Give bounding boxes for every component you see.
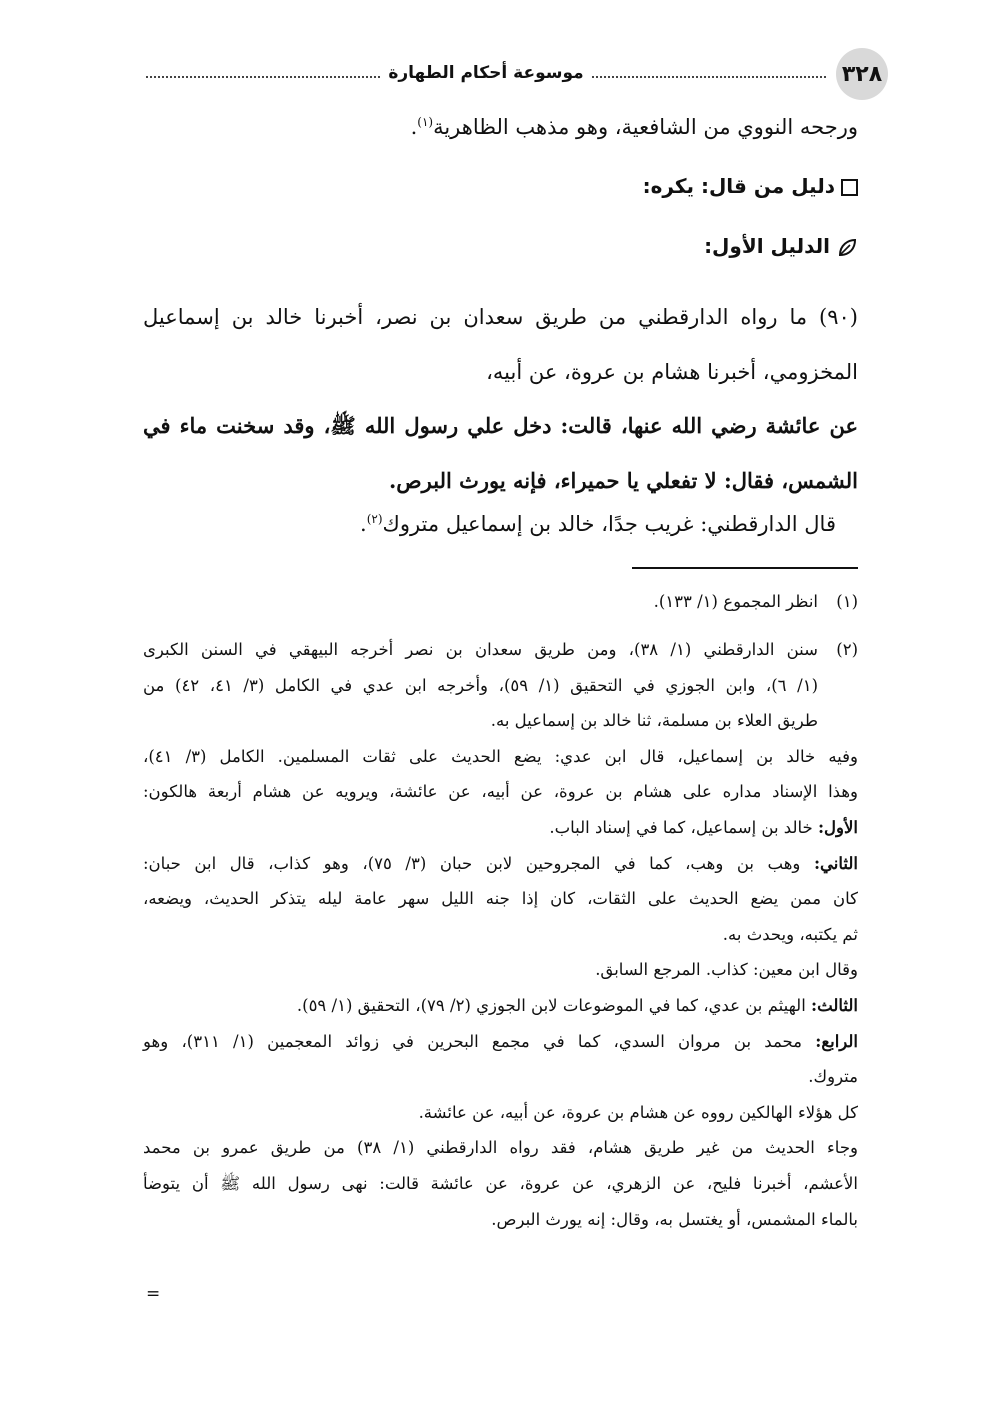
- footnote-text: الهيثم بن عدي، كما في الموضوعات لابن الجوزي (٢/ ٧٩)، التحقيق (١/ ٥٩).: [296, 995, 812, 1015]
- continued-mark: =: [146, 1284, 161, 1304]
- footnote-line: بالماء المشمس، أو يغتسل به، وقال: إنه يورث البرص.: [491, 1209, 858, 1229]
- footnote-line: [143, 846, 858, 882]
- text-line: الشمس، فقال: لا تفعلي يا حميراء، فإنه يورث البرص.: [388, 468, 858, 493]
- text-line: عن عائشة رضي الله عنها، قالت: دخل علي رسول الله ﷺ، وقد سخنت ماء في: [143, 413, 858, 438]
- section-heading-text: دليل من قال: يكره:: [642, 174, 835, 198]
- text-line: (٩٠) ما رواه الدارقطني من طريق سعدان بن نصر، أخبرنا خالد بن إسماعيل: [143, 305, 858, 329]
- page-number: ٣٢٨: [836, 48, 888, 100]
- text-period: .: [410, 115, 418, 139]
- header-dots-right: [592, 76, 826, 78]
- footnote-text: محمد بن مروان السدي، كما في مجمع البحرين في زوائد المعجمين (١/ ٣١١)، وهو: [143, 1031, 816, 1051]
- footnote-1: [143, 592, 858, 612]
- footnote-ref-2[interactable]: (٢): [366, 512, 383, 526]
- footnote-line: كل هؤلاء الهالكين رووه عن هشام بن عروة، عن أبيه، عن عائشة.: [418, 1102, 858, 1122]
- footnote-number: (٢): [836, 640, 858, 659]
- footnote-line: وجاء الحديث من غير طريق هشام، فقد رواه الدارقطني (١/ ٣٨) من طريق عمرو بن محمد: [143, 1138, 858, 1158]
- footnote-line: كان ممن يضع الحديث على الثقات، كان إذا جنه الليل سهر عامة ليله يتذكر الحديث، ويضعه،: [143, 889, 858, 909]
- text-line: ورجحه النووي من الشافعية، وهو مذهب الظاهرية: [433, 115, 858, 139]
- footnote-text: انظر المجموع (١/ ١٣٣).: [653, 592, 818, 611]
- text-line: قال الدارقطني: غريب جدًا، خالد بن إسماعيل متروك: [382, 512, 836, 536]
- text-period: .: [360, 512, 367, 536]
- label-third: الثالث:: [811, 995, 858, 1015]
- footnote-line: [143, 1024, 858, 1060]
- footnote-line: متروك.: [808, 1067, 858, 1087]
- footnote-text: خالد بن إسماعيل، كما في إسناد الباب.: [549, 817, 818, 837]
- header-dots-left: [146, 76, 380, 78]
- leaf-ornament-icon: [836, 237, 858, 259]
- footnote-line: (١/ ٦)، وابن الجوزي في التحقيق (١/ ٥٩)، وأخرجه ابن عدي في الكامل (٣/ ٤١، ٤٢) من: [143, 675, 818, 695]
- footnote-ref-1[interactable]: (١): [417, 115, 434, 129]
- footnote-line: [143, 810, 858, 846]
- footnote-line: وفيه خالد بن إسماعيل، قال ابن عدي: يضع الحديث على ثقات المسلمين. الكامل (٣/ ٤١)،: [143, 746, 859, 766]
- text-line: المخزومي، أخبرنا هشام بن عروة، عن أبيه،: [486, 360, 858, 384]
- subsection-heading-text: الدليل الأول:: [704, 234, 830, 258]
- footnote-line: طريق العلاء بن مسلمة، ثنا خالد بن إسماعيل به.: [490, 711, 818, 731]
- running-header: [146, 58, 826, 88]
- footnote-line: الأعشم، أخبرنا فليح، عن الزهري، عن عروة، عن عائشة قالت: نهى رسول الله ﷺ أن يتوضأ: [143, 1173, 858, 1193]
- label-second: الثاني:: [813, 853, 858, 873]
- subsection-heading: [143, 234, 858, 259]
- footnote-text: وهب بن وهب، كما في المجروحين لابن حبان (٣/ ٧٥)، وهو كذاب، قال ابن حبان:: [143, 853, 814, 873]
- footnote-number: (١): [836, 592, 858, 611]
- footnote-line: وقال ابن معين: كذاب. المرجع السابق.: [595, 960, 858, 980]
- checkbox-square-icon: [841, 179, 858, 196]
- book-title: موسوعة أحكام الطهارة: [388, 63, 584, 83]
- footnote-separator: [632, 567, 858, 569]
- footnote-2: [143, 632, 858, 1237]
- footnote-line: ثم يكتبه، ويحدث به.: [722, 924, 858, 944]
- section-heading: [143, 174, 858, 198]
- label-first: الأول:: [817, 817, 858, 837]
- hadith-text: [143, 398, 858, 508]
- label-fourth: الرابع:: [815, 1031, 859, 1051]
- footnote-line: وهذا الإسناد مداره على هشام بن عروة، عن أبيه، عن عائشة، ويرويه عن هشام أربعة هالكون:: [143, 782, 858, 802]
- hadith-intro: [143, 290, 858, 400]
- ruling-line: [143, 512, 858, 537]
- main-text-line: [143, 115, 858, 140]
- footnote-line: [143, 988, 858, 1024]
- footnote-line: سنن الدارقطني (١/ ٣٨)، ومن طريق سعدان بن نصر أخرجه البيهقي في السنن الكبرى: [143, 640, 818, 659]
